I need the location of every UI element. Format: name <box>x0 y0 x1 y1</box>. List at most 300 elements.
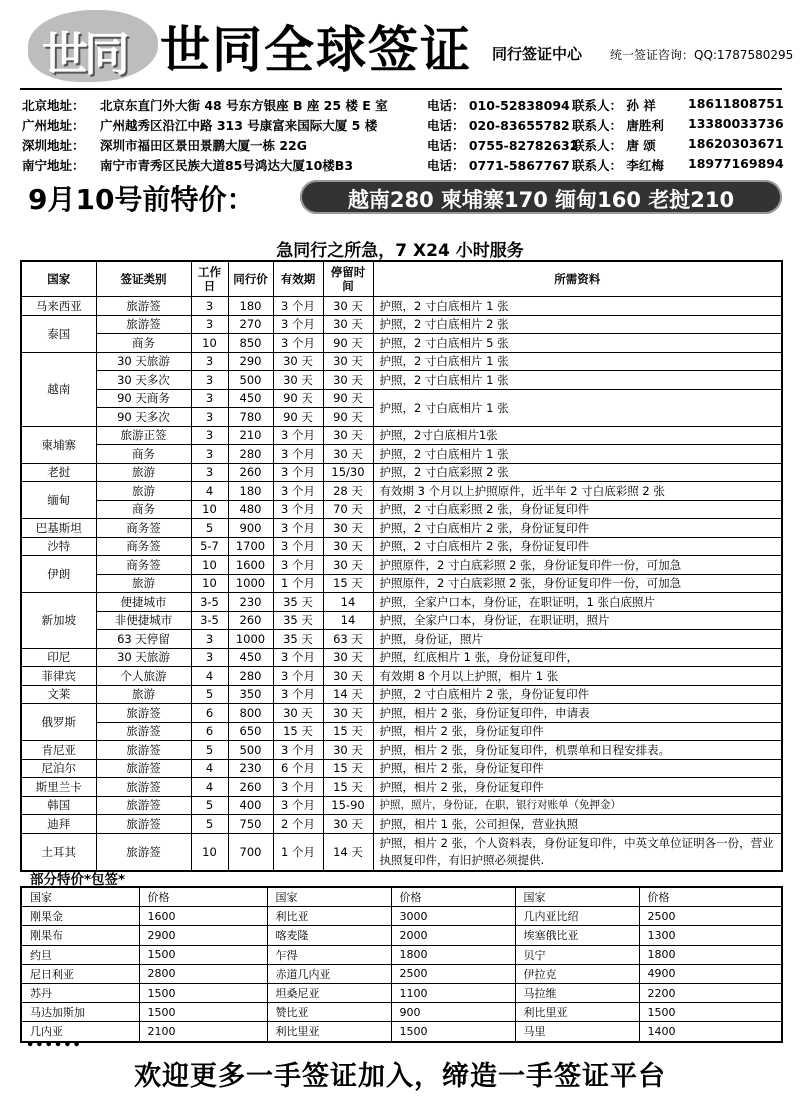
price-cell: 450 <box>228 389 273 408</box>
country-cell: 利比亚 <box>267 907 391 926</box>
table-row <box>21 556 782 575</box>
promo-box <box>300 180 782 214</box>
header-cell: 国家 <box>515 887 639 907</box>
days-cell: 5-7 <box>191 537 228 556</box>
type-cell: 旅游签 <box>96 315 191 334</box>
price-cell: 2100 <box>139 1022 267 1042</box>
docs-cell: 护照，2 寸白底相片 5 张 <box>373 334 782 353</box>
price-cell: 180 <box>228 482 273 501</box>
docs-cell: 护照原件，2 寸白底彩照 2 张，身份证复印件一份，可加急 <box>373 574 782 593</box>
docs-cell: 护照，相片 2 张，个人资料表，身份证复印件，中英文单位证明各一份，营业执照复印件，有旧护照必须提供. <box>373 833 782 871</box>
country-cell: 刚果布 <box>21 926 139 945</box>
stay-cell: 15-90 <box>323 796 373 815</box>
stay-cell: 90 天 <box>323 389 373 408</box>
country-cell: 老挝 <box>21 463 96 482</box>
country-cell: 喀麦隆 <box>267 926 391 945</box>
price-cell: 230 <box>228 593 273 612</box>
phone: 电话： 0771-5867767 <box>427 158 570 173</box>
country-cell: 尼泊尔 <box>21 759 96 778</box>
table-row <box>21 815 782 834</box>
price-cell: 3000 <box>391 907 515 926</box>
type-cell: 旅游签 <box>96 759 191 778</box>
docs-cell: 护照，红底相片 1 张，身份证复印件， <box>373 648 782 667</box>
valid-cell: 3 个月 <box>273 667 323 686</box>
header-cell: 国家 <box>267 887 391 907</box>
stay-cell: 30 天 <box>323 815 373 834</box>
country-cell: 赞比亚 <box>267 1003 391 1022</box>
table-row <box>21 741 782 760</box>
valid-cell: 15 天 <box>273 722 323 741</box>
price-cell: 4900 <box>639 964 782 983</box>
contact: 联系人： 唐胜利 <box>572 118 664 133</box>
type-cell: 30 天旅游 <box>96 352 191 371</box>
stay-cell: 30 天 <box>323 667 373 686</box>
price-cell: 210 <box>228 426 273 445</box>
type-cell: 63 天停留 <box>96 630 191 649</box>
mobile: 13380033736 <box>688 116 784 131</box>
price-cell: 260 <box>228 463 273 482</box>
price-cell: 2900 <box>139 926 267 945</box>
docs-cell: 护照，2 寸白底相片 1 张 <box>373 445 782 464</box>
table-header-row <box>21 261 782 297</box>
country-cell: 马里 <box>515 1022 639 1042</box>
days-cell: 10 <box>191 556 228 575</box>
table-row <box>21 352 782 371</box>
price-cell: 180 <box>228 297 273 316</box>
stay-cell: 30 天 <box>323 426 373 445</box>
table-row <box>21 667 782 686</box>
docs-cell: 护照，照片，身份证，在职，银行对账单（免押金） <box>373 796 782 815</box>
price-cell: 2000 <box>391 926 515 945</box>
country-cell: 伊朗 <box>21 556 96 593</box>
price-cell: 1400 <box>639 1022 782 1042</box>
valid-cell: 3 个月 <box>273 519 323 538</box>
price-cell: 780 <box>228 408 273 427</box>
type-cell: 旅游签 <box>96 297 191 316</box>
country-cell: 菲律宾 <box>21 667 96 686</box>
docs-cell: 护照，2 寸白底相片 2 张，身份证复印件 <box>373 537 782 556</box>
docs-cell: 护照，2 寸白底相片 2 张 <box>373 315 782 334</box>
price-cell: 2800 <box>139 964 267 983</box>
days-cell: 3 <box>191 297 228 316</box>
address-text: 南宁市青秀区民族大道85号鸿达大厦10楼B3 <box>100 158 354 173</box>
valid-cell: 90 天 <box>273 408 323 427</box>
stay-cell: 30 天 <box>323 371 373 390</box>
special-row <box>21 907 782 926</box>
docs-cell: 护照，相片 2 张，身份证复印件，机票单和日程安排表。 <box>373 741 782 760</box>
price-cell: 1100 <box>391 983 515 1002</box>
stay-cell: 30 天 <box>323 297 373 316</box>
country-cell: 俄罗斯 <box>21 704 96 741</box>
valid-cell: 2 个月 <box>273 815 323 834</box>
country-cell: 马来西亚 <box>21 297 96 316</box>
table-row <box>21 722 782 741</box>
country-cell: 斯里兰卡 <box>21 778 96 797</box>
type-cell: 90 天商务 <box>96 389 191 408</box>
table-row <box>21 389 782 408</box>
col-days: 工作日 <box>191 261 228 297</box>
days-cell: 5 <box>191 796 228 815</box>
type-cell: 商务签 <box>96 537 191 556</box>
table-row <box>21 630 782 649</box>
consult-qq: 统一签证咨询：QQ:1787580295 <box>610 48 794 62</box>
visa-table <box>20 260 783 872</box>
type-cell: 商务 <box>96 500 191 519</box>
price-cell: 900 <box>228 519 273 538</box>
logo <box>28 10 158 82</box>
brand-title: 世同全球签证 <box>160 21 472 79</box>
type-cell: 商务 <box>96 334 191 353</box>
docs-cell: 护照，2 寸白底相片 2 张，身份证复印件 <box>373 519 782 538</box>
price-cell: 1800 <box>639 945 782 964</box>
price-cell: 1500 <box>639 1003 782 1022</box>
col-stay: 停留时间 <box>323 261 373 297</box>
table-row <box>21 315 782 334</box>
days-cell: 3 <box>191 408 228 427</box>
country-cell: 刚果金 <box>21 907 139 926</box>
valid-cell: 1 个月 <box>273 833 323 871</box>
days-cell: 3-5 <box>191 593 228 612</box>
country-cell: 越南 <box>21 352 96 426</box>
address-label: 广州地址： <box>22 118 85 133</box>
header-cell: 价格 <box>139 887 267 907</box>
docs-cell: 护照，2 寸白底彩照 2 张，身份证复印件 <box>373 500 782 519</box>
valid-cell: 3 个月 <box>273 463 323 482</box>
docs-cell: 护照，相片 1 张，公司担保，营业执照 <box>373 815 782 834</box>
price-cell: 700 <box>228 833 273 871</box>
price-cell: 1700 <box>228 537 273 556</box>
mobile: 18620303671 <box>688 136 784 151</box>
docs-cell: 护照，2 寸白底彩照 2 张 <box>373 463 782 482</box>
days-cell: 3-5 <box>191 611 228 630</box>
address-label: 北京地址： <box>22 98 85 113</box>
price-cell: 900 <box>391 1003 515 1022</box>
table-row <box>21 334 782 353</box>
stay-cell: 30 天 <box>323 315 373 334</box>
stay-cell: 15 天 <box>323 722 373 741</box>
country-cell: 赤道几内亚 <box>267 964 391 983</box>
days-cell: 10 <box>191 500 228 519</box>
table-row <box>21 796 782 815</box>
stay-cell: 30 天 <box>323 519 373 538</box>
stay-cell: 30 天 <box>323 741 373 760</box>
days-cell: 3 <box>191 352 228 371</box>
mobile: 18977169894 <box>688 156 784 171</box>
stay-cell: 30 天 <box>323 704 373 723</box>
price-cell: 290 <box>228 352 273 371</box>
days-cell: 4 <box>191 778 228 797</box>
country-cell: 乍得 <box>267 945 391 964</box>
table-row <box>21 445 782 464</box>
table-row <box>21 371 782 390</box>
docs-cell: 护照，身份证，照片 <box>373 630 782 649</box>
price-cell: 1000 <box>228 630 273 649</box>
price-cell: 1800 <box>391 945 515 964</box>
docs-cell: 护照，2 寸白底相片 1 张 <box>373 297 782 316</box>
days-cell: 5 <box>191 519 228 538</box>
header-cell: 价格 <box>639 887 782 907</box>
table-row <box>21 759 782 778</box>
valid-cell: 3 个月 <box>273 426 323 445</box>
price-cell: 1000 <box>228 574 273 593</box>
price-cell: 480 <box>228 500 273 519</box>
stay-cell: 28 天 <box>323 482 373 501</box>
address-label: 南宁地址： <box>22 158 85 173</box>
stay-cell: 70 天 <box>323 500 373 519</box>
days-cell: 4 <box>191 759 228 778</box>
days-cell: 5 <box>191 741 228 760</box>
col-docs: 所需资料 <box>373 261 782 297</box>
valid-cell: 1 个月 <box>273 574 323 593</box>
price-cell: 1500 <box>139 945 267 964</box>
price-cell: 1300 <box>639 926 782 945</box>
valid-cell: 3 个月 <box>273 648 323 667</box>
docs-cell: 护照，相片 2 张，身份证复印件 <box>373 722 782 741</box>
special-row <box>21 964 782 983</box>
price-cell: 2500 <box>639 907 782 926</box>
price-cell: 500 <box>228 741 273 760</box>
phone: 电话： 010-52838094 <box>427 98 570 113</box>
stay-cell: 30 天 <box>323 445 373 464</box>
dots-decoration: •••••• <box>26 1038 82 1053</box>
valid-cell: 90 天 <box>273 389 323 408</box>
address-text: 广州越秀区沿江中路 313 号康富来国际大厦 5 楼 <box>100 118 378 133</box>
price-cell: 800 <box>228 704 273 723</box>
phone: 电话： 020-83655782 <box>427 118 570 133</box>
price-cell: 260 <box>228 611 273 630</box>
valid-cell: 35 天 <box>273 593 323 612</box>
price-cell: 750 <box>228 815 273 834</box>
special-price-table <box>20 886 783 1043</box>
table-row <box>21 611 782 630</box>
docs-cell: 护照，2 寸白底相片 1 张 <box>373 389 782 426</box>
table-row <box>21 593 782 612</box>
valid-cell: 3 个月 <box>273 796 323 815</box>
contact: 联系人： 孙 祥 <box>572 98 656 113</box>
docs-cell: 护照，相片 2 张，身份证复印件 <box>373 778 782 797</box>
valid-cell: 3 个月 <box>273 556 323 575</box>
country-cell: 沙特 <box>21 537 96 556</box>
table-row <box>21 704 782 723</box>
valid-cell: 3 个月 <box>273 500 323 519</box>
address-text: 北京东直门外大街 48 号东方银座 B 座 25 楼 E 室 <box>100 98 388 113</box>
country-cell: 肯尼亚 <box>21 741 96 760</box>
price-cell: 2200 <box>639 983 782 1002</box>
stay-cell: 30 天 <box>323 648 373 667</box>
price-cell: 350 <box>228 685 273 704</box>
days-cell: 6 <box>191 722 228 741</box>
type-cell: 商务签 <box>96 519 191 538</box>
type-cell: 旅游签 <box>96 722 191 741</box>
stay-cell: 15 天 <box>323 759 373 778</box>
special-row <box>21 926 782 945</box>
country-cell: 苏丹 <box>21 983 139 1002</box>
mobile: 18611808751 <box>688 96 784 111</box>
docs-cell: 护照，相片 2 张，身份证复印件，申请表 <box>373 704 782 723</box>
country-cell: 利比里亚 <box>267 1022 391 1042</box>
address-row <box>22 156 782 176</box>
price-cell: 1500 <box>139 983 267 1002</box>
days-cell: 6 <box>191 704 228 723</box>
days-cell: 3 <box>191 315 228 334</box>
price-cell: 230 <box>228 759 273 778</box>
special-row <box>21 983 782 1002</box>
special-row <box>21 945 782 964</box>
table-row <box>21 463 782 482</box>
days-cell: 3 <box>191 371 228 390</box>
price-cell: 400 <box>228 796 273 815</box>
days-cell: 5 <box>191 815 228 834</box>
type-cell: 旅游签 <box>96 815 191 834</box>
country-cell: 印尼 <box>21 648 96 667</box>
address-block <box>22 96 782 176</box>
stay-cell: 14 天 <box>323 833 373 871</box>
promo-items: 越南280 柬埔寨170 缅甸160 老挝210 <box>347 188 735 212</box>
price-cell: 500 <box>228 371 273 390</box>
type-cell: 旅游签 <box>96 796 191 815</box>
center-label: 同行签证中心 <box>492 45 583 63</box>
stay-cell: 14 <box>323 611 373 630</box>
type-cell: 旅游签 <box>96 778 191 797</box>
country-cell: 新加坡 <box>21 593 96 649</box>
country-cell: 贝宁 <box>515 945 639 964</box>
header-cell: 价格 <box>391 887 515 907</box>
valid-cell: 3 个月 <box>273 537 323 556</box>
country-cell: 土耳其 <box>21 833 96 871</box>
stay-cell: 15/30 <box>323 463 373 482</box>
address-text: 深圳市福田区景田景鹏大厦一栋 22G <box>100 138 308 153</box>
docs-cell: 护照，全家户口本，身份证，在职证明，1 张白底照片 <box>373 593 782 612</box>
stay-cell: 15 天 <box>323 778 373 797</box>
stay-cell: 14 <box>323 593 373 612</box>
valid-cell: 35 天 <box>273 611 323 630</box>
header-rule <box>20 88 782 90</box>
table-row <box>21 426 782 445</box>
price-cell: 270 <box>228 315 273 334</box>
country-cell: 几内亚 <box>21 1022 139 1042</box>
type-cell: 旅游 <box>96 463 191 482</box>
footer-slogan: 欢迎更多一手签证加入，缔造一手签证平台 <box>134 1061 666 1092</box>
days-cell: 3 <box>191 445 228 464</box>
country-cell: 缅甸 <box>21 482 96 519</box>
address-row <box>22 116 782 136</box>
col-valid: 有效期 <box>273 261 323 297</box>
country-cell: 埃塞俄比亚 <box>515 926 639 945</box>
stay-cell: 14 天 <box>323 685 373 704</box>
price-cell: 1600 <box>228 556 273 575</box>
col-type: 签证类别 <box>96 261 191 297</box>
price-cell: 280 <box>228 667 273 686</box>
type-cell: 个人旅游 <box>96 667 191 686</box>
address-row <box>22 136 782 156</box>
table-row <box>21 482 782 501</box>
table-row <box>21 519 782 538</box>
table-row <box>21 833 782 871</box>
type-cell: 90 天多次 <box>96 408 191 427</box>
days-cell: 3 <box>191 630 228 649</box>
type-cell: 便捷城市 <box>96 593 191 612</box>
days-cell: 10 <box>191 833 228 871</box>
valid-cell: 30 天 <box>273 371 323 390</box>
type-cell: 旅游签 <box>96 741 191 760</box>
type-cell: 旅游签 <box>96 704 191 723</box>
country-cell: 几内亚比绍 <box>515 907 639 926</box>
type-cell: 旅游 <box>96 574 191 593</box>
country-cell: 约旦 <box>21 945 139 964</box>
days-cell: 5 <box>191 685 228 704</box>
contact: 联系人： 李红梅 <box>572 158 664 173</box>
valid-cell: 3 个月 <box>273 315 323 334</box>
country-cell: 韩国 <box>21 796 96 815</box>
type-cell: 商务 <box>96 445 191 464</box>
price-cell: 1600 <box>139 907 267 926</box>
valid-cell: 35 天 <box>273 630 323 649</box>
docs-cell: 护照，2寸白底相片1张 <box>373 426 782 445</box>
special-header-row <box>21 887 782 907</box>
type-cell: 旅游 <box>96 482 191 501</box>
docs-cell: 护照原件，2 寸白底彩照 2 张，身份证复印件一份，可加急 <box>373 556 782 575</box>
type-cell: 旅游 <box>96 685 191 704</box>
valid-cell: 6 个月 <box>273 759 323 778</box>
col-price: 同行价 <box>228 261 273 297</box>
header <box>0 0 800 90</box>
type-cell: 非便捷城市 <box>96 611 191 630</box>
table-row <box>21 648 782 667</box>
price-cell: 850 <box>228 334 273 353</box>
special-row <box>21 1003 782 1022</box>
type-cell: 商务签 <box>96 556 191 575</box>
valid-cell: 3 个月 <box>273 685 323 704</box>
country-cell: 巴基斯坦 <box>21 519 96 538</box>
country-cell: 迪拜 <box>21 815 96 834</box>
promo-banner <box>28 178 788 218</box>
table-row <box>21 574 782 593</box>
valid-cell: 3 个月 <box>273 445 323 464</box>
country-cell: 利比里亚 <box>515 1003 639 1022</box>
header-cell: 国家 <box>21 887 139 907</box>
country-cell: 伊拉克 <box>515 964 639 983</box>
logo-text: 世同 <box>42 27 126 81</box>
docs-cell: 护照，2 寸白底相片 2 张，身份证复印件 <box>373 685 782 704</box>
country-cell: 柬埔寨 <box>21 426 96 463</box>
stay-cell: 90 天 <box>323 408 373 427</box>
country-cell: 泰国 <box>21 315 96 352</box>
phone: 电话： 0755-82782632 <box>427 138 579 153</box>
valid-cell: 3 个月 <box>273 482 323 501</box>
docs-cell: 护照，全家户口本，身份证，在职证明，照片 <box>373 611 782 630</box>
valid-cell: 3 个月 <box>273 297 323 316</box>
type-cell: 旅游正签 <box>96 426 191 445</box>
valid-cell: 3 个月 <box>273 741 323 760</box>
price-cell: 260 <box>228 778 273 797</box>
contact: 联系人： 唐 颂 <box>572 138 656 153</box>
address-row <box>22 96 782 116</box>
stay-cell: 30 天 <box>323 556 373 575</box>
price-cell: 1500 <box>391 1022 515 1042</box>
days-cell: 10 <box>191 574 228 593</box>
col-country: 国家 <box>21 261 96 297</box>
docs-cell: 护照，2 寸白底相片 1 张 <box>373 352 782 371</box>
country-cell: 坦桑尼亚 <box>267 983 391 1002</box>
price-cell: 1500 <box>139 1003 267 1022</box>
table-row <box>21 500 782 519</box>
promo-title: 9月10号前特价： <box>28 183 255 216</box>
type-cell: 30 天多次 <box>96 371 191 390</box>
country-cell: 马拉维 <box>515 983 639 1002</box>
service-subtitle: 急同行之所急，7 X24 小时服务 <box>276 241 524 261</box>
table-row <box>21 537 782 556</box>
days-cell: 4 <box>191 482 228 501</box>
